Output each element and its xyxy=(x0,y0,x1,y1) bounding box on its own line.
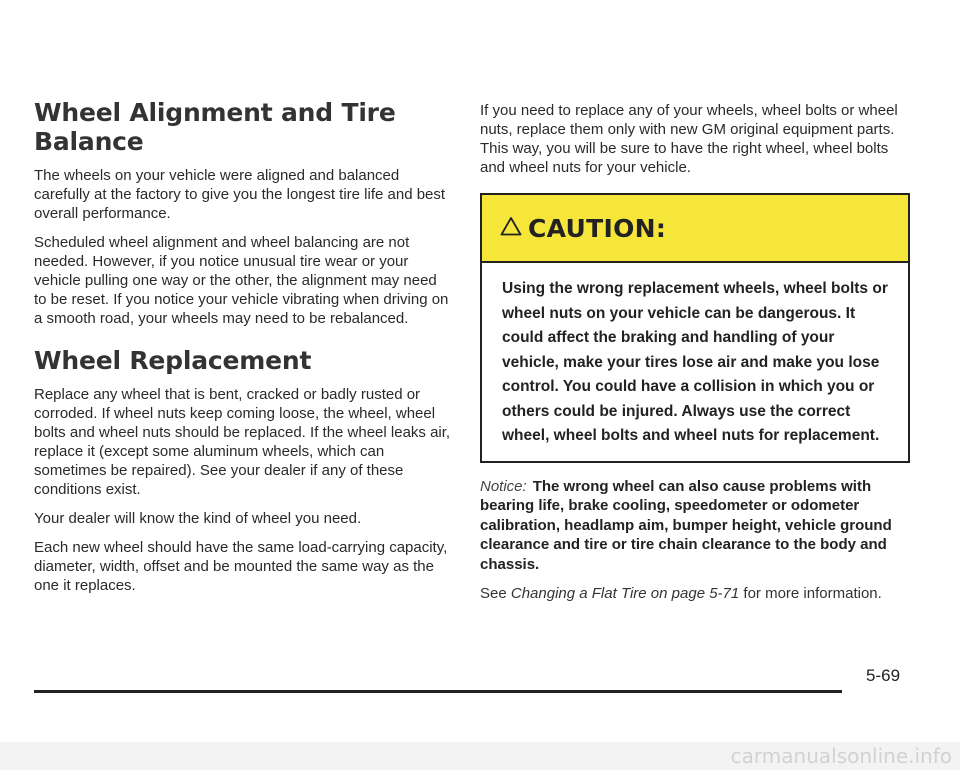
page-number: 5-69 xyxy=(866,666,901,685)
footer-rule xyxy=(34,690,842,693)
notice-text: The wrong wheel can also cause problems with bearing life, brake cooling, speedometer or odometer calibration, headlamp aim, bumper height, vehicle ground clearance and tire or tire chain clearance to the body and chassis. xyxy=(480,477,892,573)
notice-paragraph xyxy=(480,477,910,575)
caution-text: Using the wrong replacement wheels, wheel bolts or wheel nuts on your vehicle can be dangerous. It could affect the braking and handling of your vehicle, make your tires lose air and make you lose control. You could have a collision in which you or others could be injured. Always use the correct wheel, wheel bolts and wheel nuts for replacement. xyxy=(502,280,888,444)
see-suffix: for more information. xyxy=(743,585,882,602)
caution-header xyxy=(482,195,908,263)
paragraph-new-wheel-specs: Each new wheel should have the same load-carrying capacity, diameter, width, offset and be mounted the same way as the one it replaces. xyxy=(34,539,448,594)
caution-title: CAUTION: xyxy=(528,213,667,243)
paragraph-replace-damaged: Replace any wheel that is bent, cracked or badly rusted or corroded. If wheel nuts keep coming loose, the wheel, wheel bolts and wheel nuts should be replaced. If the wheel leaks air, replace it (except some aluminum wheels, which can sometimes be repaired). See your dealer if any of these conditions exist. xyxy=(34,386,451,498)
left-column xyxy=(34,98,452,605)
paragraph-dealer: Your dealer will know the kind of wheel you need. xyxy=(34,510,362,527)
heading-wheel-replacement: Wheel Replacement xyxy=(34,346,312,375)
warning-triangle-icon xyxy=(500,216,522,241)
see-reference xyxy=(480,584,910,603)
paragraph-alignment-intro: The wheels on your vehicle were aligned and balanced carefully at the factory to give you the longest tire life and best overall performance. xyxy=(34,167,446,222)
paragraph-gm-parts: If you need to replace any of your wheels, wheel bolts or wheel nuts, replace them only with new GM original equipment parts. This way, you will be sure to have the right wheel, wheel bolts and wheel nuts for your vehicle. xyxy=(480,102,898,176)
watermark: carmanualsonline.info xyxy=(730,744,952,768)
right-column xyxy=(480,101,910,603)
paragraph-alignment-schedule: Scheduled wheel alignment and wheel balancing are not needed. However, if you notice unusual tire wear or your vehicle pulling one way or the other, the alignment may need to be reset. If you notice your vehicle vibrating when driving on a smooth road, your wheels may need to be rebalanced. xyxy=(34,234,449,327)
notice-label: Notice: xyxy=(480,477,527,495)
see-link[interactable]: Changing a Flat Tire on page 5-71 xyxy=(510,585,740,602)
heading-wheel-alignment: Wheel Alignment and Tire Balance xyxy=(34,98,396,156)
see-prefix: See xyxy=(480,585,507,602)
caution-box xyxy=(480,193,910,463)
